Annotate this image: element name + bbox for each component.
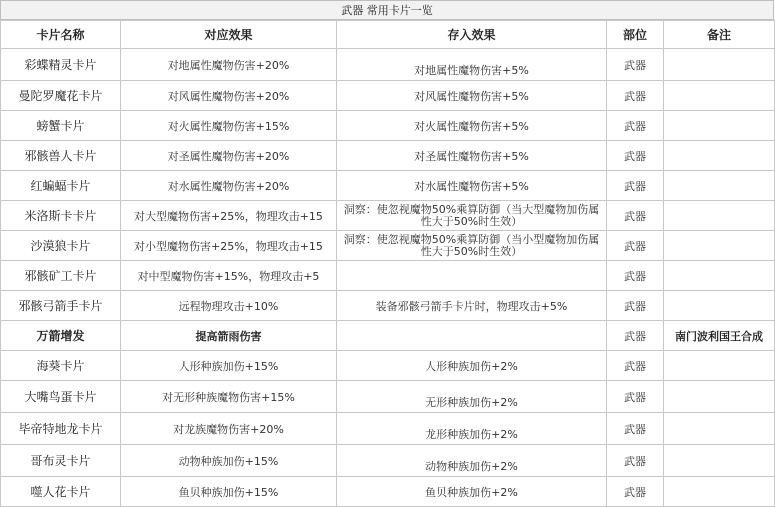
table-row <box>1 141 775 171</box>
table-row <box>1 81 775 111</box>
cell-note <box>664 413 775 445</box>
cell-note <box>664 111 775 141</box>
cell-card-name: 海葵卡片 <box>1 351 121 381</box>
cell-effect: 对小型魔物伤害+25%，物理攻击+15 <box>121 231 337 261</box>
cell-deposit: 对水属性魔物伤害+5% <box>337 171 607 201</box>
cell-note <box>664 381 775 413</box>
card-table <box>0 20 775 507</box>
cell-slot: 武器 <box>607 261 664 291</box>
cell-slot: 武器 <box>607 445 664 477</box>
cell-note <box>664 171 775 201</box>
cell-deposit: 鱼贝种族加伤+2% <box>337 477 607 507</box>
cell-card-name: 螃蟹卡片 <box>1 111 121 141</box>
cell-effect: 对大型魔物伤害+25%，物理攻击+15 <box>121 201 337 231</box>
cell-slot: 武器 <box>607 81 664 111</box>
cell-card-name: 邪骸矿工卡片 <box>1 261 121 291</box>
cell-slot: 武器 <box>607 201 664 231</box>
cell-note <box>664 81 775 111</box>
cell-slot: 武器 <box>607 171 664 201</box>
header-deposit: 存入效果 <box>337 21 607 49</box>
table-row <box>1 477 775 507</box>
table-row <box>1 111 775 141</box>
cell-effect: 对无形种族魔物伤害+15% <box>121 381 337 413</box>
cell-deposit: 对地属性魔物伤害+5% <box>337 49 607 81</box>
cell-card-name: 沙漠狼卡片 <box>1 231 121 261</box>
cell-slot: 武器 <box>607 381 664 413</box>
cell-effect: 鱼贝种族加伤+15% <box>121 477 337 507</box>
cell-card-name: 米洛斯卡卡片 <box>1 201 121 231</box>
cell-card-name: 邪骸兽人卡片 <box>1 141 121 171</box>
cell-deposit: 龙形种族加伤+2% <box>337 413 607 445</box>
cell-slot: 武器 <box>607 477 664 507</box>
cell-effect: 对风属性魔物伤害+20% <box>121 81 337 111</box>
cell-deposit: 对圣属性魔物伤害+5% <box>337 141 607 171</box>
table-row <box>1 321 775 351</box>
cell-note <box>664 141 775 171</box>
cell-note <box>664 201 775 231</box>
cell-card-name: 万箭增发 <box>1 321 121 351</box>
table-row <box>1 201 775 231</box>
cell-note <box>664 351 775 381</box>
cell-note <box>664 445 775 477</box>
cell-effect: 动物种族加伤+15% <box>121 445 337 477</box>
cell-deposit: 洞察：使忽视魔物50%乘算防御（当大型魔物加伤属性大于50%时生效） <box>337 201 607 231</box>
cell-card-name: 毕帝特地龙卡片 <box>1 413 121 445</box>
cell-note <box>664 231 775 261</box>
cell-slot: 武器 <box>607 321 664 351</box>
cell-effect: 远程物理攻击+10% <box>121 291 337 321</box>
cell-deposit: 动物种族加伤+2% <box>337 445 607 477</box>
cell-slot: 武器 <box>607 413 664 445</box>
cell-card-name: 哥布灵卡片 <box>1 445 121 477</box>
cell-deposit <box>337 321 607 351</box>
cell-note: 南门波利国王合成 <box>664 321 775 351</box>
cell-slot: 武器 <box>607 141 664 171</box>
cell-slot: 武器 <box>607 351 664 381</box>
table-row <box>1 231 775 261</box>
cell-effect: 提高箭雨伤害 <box>121 321 337 351</box>
table-title: 武器 常用卡片一览 <box>0 0 774 20</box>
table-row <box>1 351 775 381</box>
cell-card-name: 曼陀罗魔花卡片 <box>1 81 121 111</box>
cell-deposit: 对风属性魔物伤害+5% <box>337 81 607 111</box>
cell-deposit <box>337 261 607 291</box>
header-card-name: 卡片名称 <box>1 21 121 49</box>
table-row <box>1 261 775 291</box>
cell-card-name: 噬人花卡片 <box>1 477 121 507</box>
cell-effect: 对龙族魔物伤害+20% <box>121 413 337 445</box>
cell-effect: 对地属性魔物伤害+20% <box>121 49 337 81</box>
table-row <box>1 291 775 321</box>
cell-effect: 对圣属性魔物伤害+20% <box>121 141 337 171</box>
cell-note <box>664 477 775 507</box>
cell-effect: 人形种族加伤+15% <box>121 351 337 381</box>
cell-effect: 对水属性魔物伤害+20% <box>121 171 337 201</box>
cell-deposit: 无形种族加伤+2% <box>337 381 607 413</box>
cell-note <box>664 291 775 321</box>
cell-card-name: 大嘴鸟蛋卡片 <box>1 381 121 413</box>
cell-slot: 武器 <box>607 231 664 261</box>
cell-note <box>664 261 775 291</box>
cell-effect: 对中型魔物伤害+15%，物理攻击+5 <box>121 261 337 291</box>
cell-deposit: 对火属性魔物伤害+5% <box>337 111 607 141</box>
cell-card-name: 红蝙蝠卡片 <box>1 171 121 201</box>
header-slot: 部位 <box>607 21 664 49</box>
cell-slot: 武器 <box>607 111 664 141</box>
table-row <box>1 49 775 81</box>
cell-card-name: 邪骸弓箭手卡片 <box>1 291 121 321</box>
cell-deposit: 洞察：使忽视魔物50%乘算防御（当小型魔物加伤属性大于50%时生效） <box>337 231 607 261</box>
cell-deposit: 人形种族加伤+2% <box>337 351 607 381</box>
cell-deposit: 装备邪骸弓箭手卡片时，物理攻击+5% <box>337 291 607 321</box>
table-row <box>1 445 775 477</box>
table-row <box>1 413 775 445</box>
cell-card-name: 彩蝶精灵卡片 <box>1 49 121 81</box>
table-row <box>1 171 775 201</box>
cell-note <box>664 49 775 81</box>
cell-slot: 武器 <box>607 49 664 81</box>
header-effect: 对应效果 <box>121 21 337 49</box>
header-row <box>1 21 775 49</box>
header-note: 备注 <box>664 21 775 49</box>
cell-effect: 对火属性魔物伤害+15% <box>121 111 337 141</box>
table-row <box>1 381 775 413</box>
cell-slot: 武器 <box>607 291 664 321</box>
